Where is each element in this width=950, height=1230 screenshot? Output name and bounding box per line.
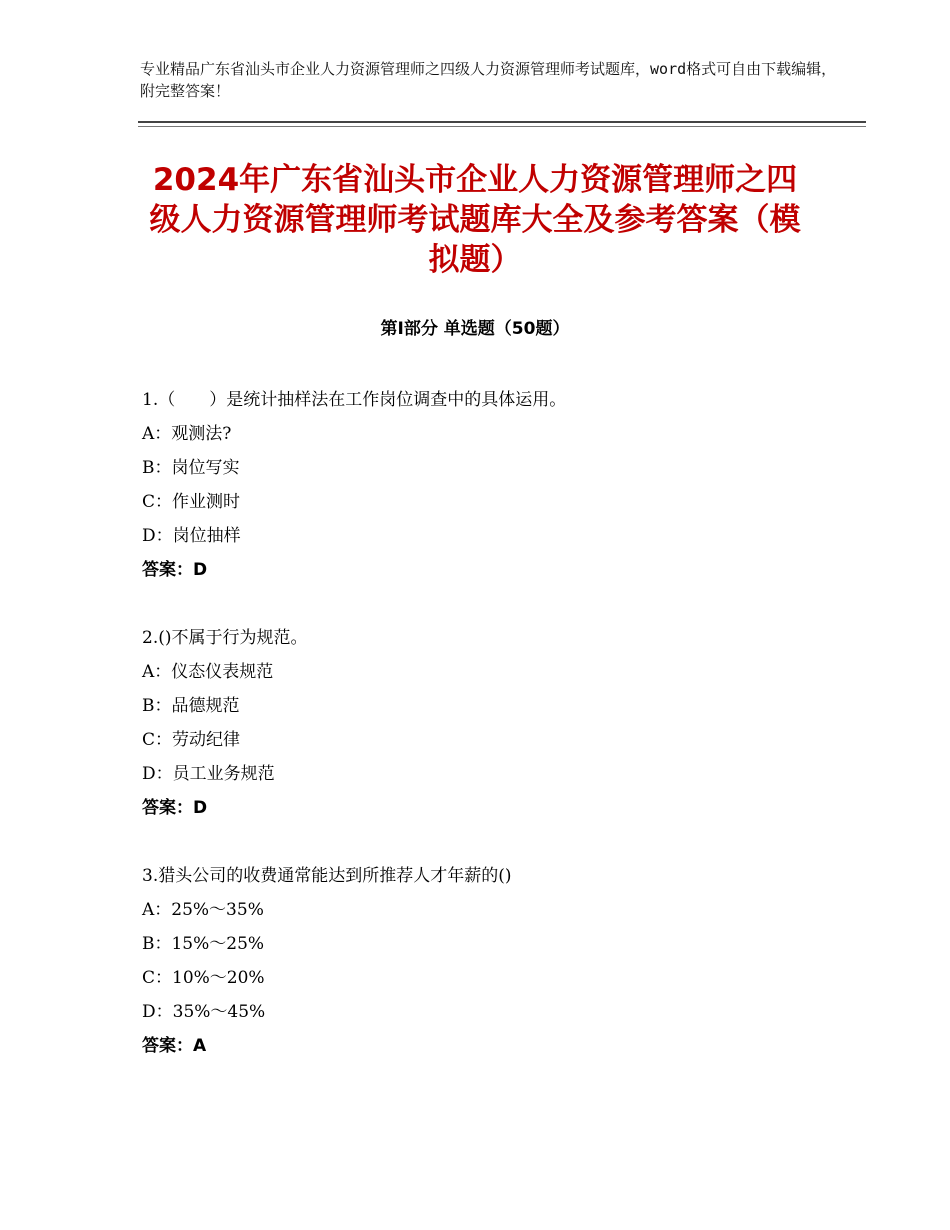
header-note: 专业精品广东省汕头市企业人力资源管理师之四级人力资源管理师考试题库，word格式可自由下载编辑，附完整答案！ (140, 60, 837, 100)
option-b: B：15%～25% (142, 934, 265, 954)
questions-list (142, 383, 822, 1097)
question-3 (142, 859, 822, 1063)
option-a: A：仪态仪表规范 (142, 662, 274, 682)
header-rule-thin (138, 126, 866, 127)
option-d: D：岗位抽样 (142, 526, 241, 546)
option-c: C：10%～20% (142, 968, 265, 988)
option-d: D：员工业务规范 (142, 764, 275, 784)
question-stem: 1.（ ）是统计抽样法在工作岗位调查中的具体运用。 (142, 390, 567, 410)
header-rule-thick (138, 121, 866, 123)
option-a: A：25%～35% (142, 900, 264, 920)
option-a: A：观测法? (142, 424, 232, 444)
option-b: B：品德规范 (142, 696, 240, 716)
question-stem: 2.()不属于行为规范。 (142, 628, 308, 648)
section-heading: 第Ⅰ部分 单选题（50题） (380, 319, 570, 339)
answer-line: 答案：D (142, 560, 208, 580)
question-2 (142, 621, 822, 825)
answer-line: 答案：A (142, 1036, 207, 1056)
document-title: 2024年广东省汕头市企业人力资源管理师之四级人力资源管理师考试题库大全及参考答案（模拟题） (149, 162, 801, 278)
option-d: D：35%～45% (142, 1002, 266, 1022)
option-b: B：岗位写实 (142, 458, 240, 478)
question-1 (142, 383, 822, 587)
answer-line: 答案：D (142, 798, 208, 818)
option-c: C：劳动纪律 (142, 730, 241, 750)
question-stem: 3.猎头公司的收费通常能达到所推荐人才年薪的() (142, 866, 512, 886)
option-c: C：作业测时 (142, 492, 241, 512)
